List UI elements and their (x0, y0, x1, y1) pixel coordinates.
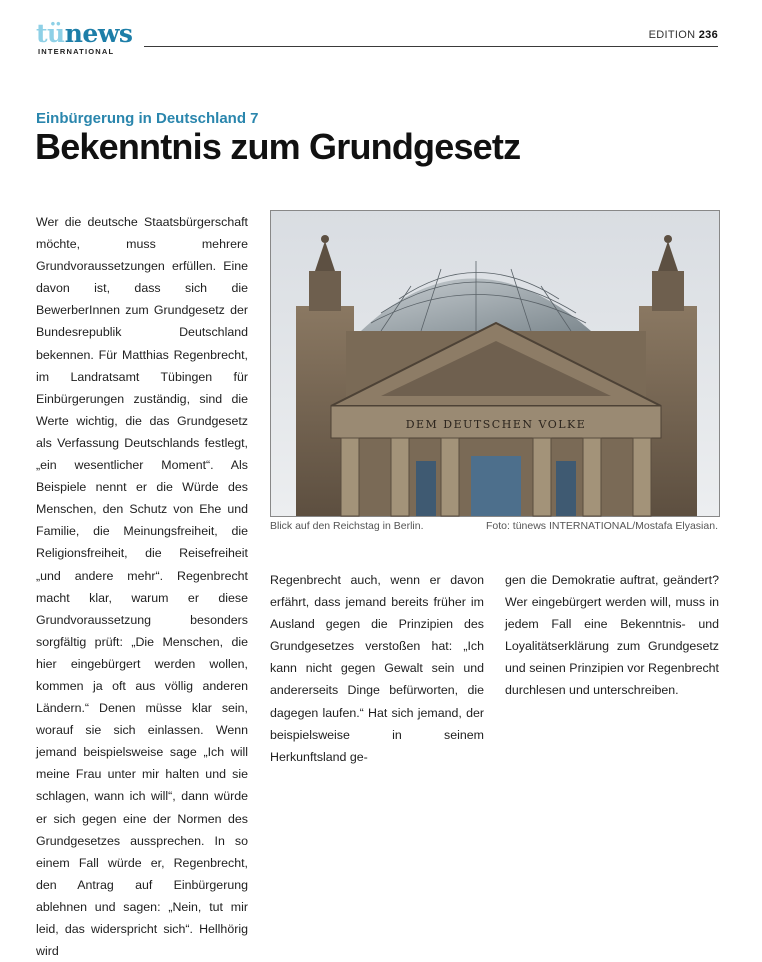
photo-credit: Foto: tünews INTERNATIONAL/Mostafa Elyasian. (485, 520, 718, 532)
logo-main: news (64, 19, 133, 48)
edition-label (649, 29, 718, 41)
reichstag-photo (270, 210, 720, 517)
logo-prefix: tü (36, 19, 65, 48)
publication-logo (36, 19, 133, 56)
article-title: Bekenntnis zum Grundgesetz (35, 126, 521, 167)
facade-inscription: DEM DEUTSCHEN VOLKE (405, 418, 587, 431)
photo-caption: Blick auf den Reichstag in Berlin. (270, 520, 424, 532)
edition-text: EDITION (648, 29, 696, 41)
article-column-2: Regenbrecht auch, wenn er davon erfährt, dass jemand bereits früher im Ausland gegen die Prinzipien des Grundgesetzes verstoßen hat: „Ich kann nicht gegen Gewalt sein und andererseits Dinge befürworten, die dagegen laufen.“ Hat sich jemand, der beispielsweise in seinem Herkunftsland ge- (270, 573, 484, 764)
article-column-1: Wer die deutsche Staatsbürgerschaft möchte, muss mehrere Grundvoraussetzungen erfüllen. Eine davon ist, dass sich die BewerberInnen zum Grundgesetz der Bundesrepublik Deutschland bekennen. Für Matthias Regenbrecht, im Landratsamt Tübingen für Einbürgerungen zuständig, sind die Werte wichtig, die das Grundgesetz als Verfassung Deutschlands festlegt, „ein wesentlicher Moment“. Als Beispiele nennt er die Würde des Menschen, den Schutz von Ehe und Familie, die Meinungsfreiheit, die Religionsfreiheit, die Reisefreiheit „und andere mehr“. Regenbrecht macht klar, warum er diese Grundvoraussetzung besonders sorgfältig prüft: „Die Menschen, die hier eingebürgert werden wollen, kommen ja oft aus völlig anderen Ländern.“ Denen müsse klar sein, worauf sie sich einlassen. Wenn jemand beispielsweise sage „Ich will meine Frau unter mir halten und sie schlagen, wann ich will“, dann würde er sich gegen eine der Normen des Grundgesetzes aussprechen. In so einem Fall würde er, Regenbrecht, den Antrag auf Einbürgerung ablehnen und sagen: „Nein, tut mir leid, das widerspricht sich“. Hellhörig wird (36, 215, 248, 959)
article-kicker: Einbürgerung in Deutschland 7 (36, 110, 259, 127)
article-column-3: gen die Demokratie auftrat, geändert? Wer eingebürgert werden will, muss in jedem Fall eine Bekenntnis- und Loyalitätserklärung zum Grundgesetz und seinen Prinzipien vor Regenbrecht durchlesen und unterschreiben. (505, 573, 719, 698)
header-rule (144, 46, 718, 47)
logo-subtitle: INTERNATIONAL (38, 47, 115, 56)
edition-number: 236 (698, 29, 718, 41)
